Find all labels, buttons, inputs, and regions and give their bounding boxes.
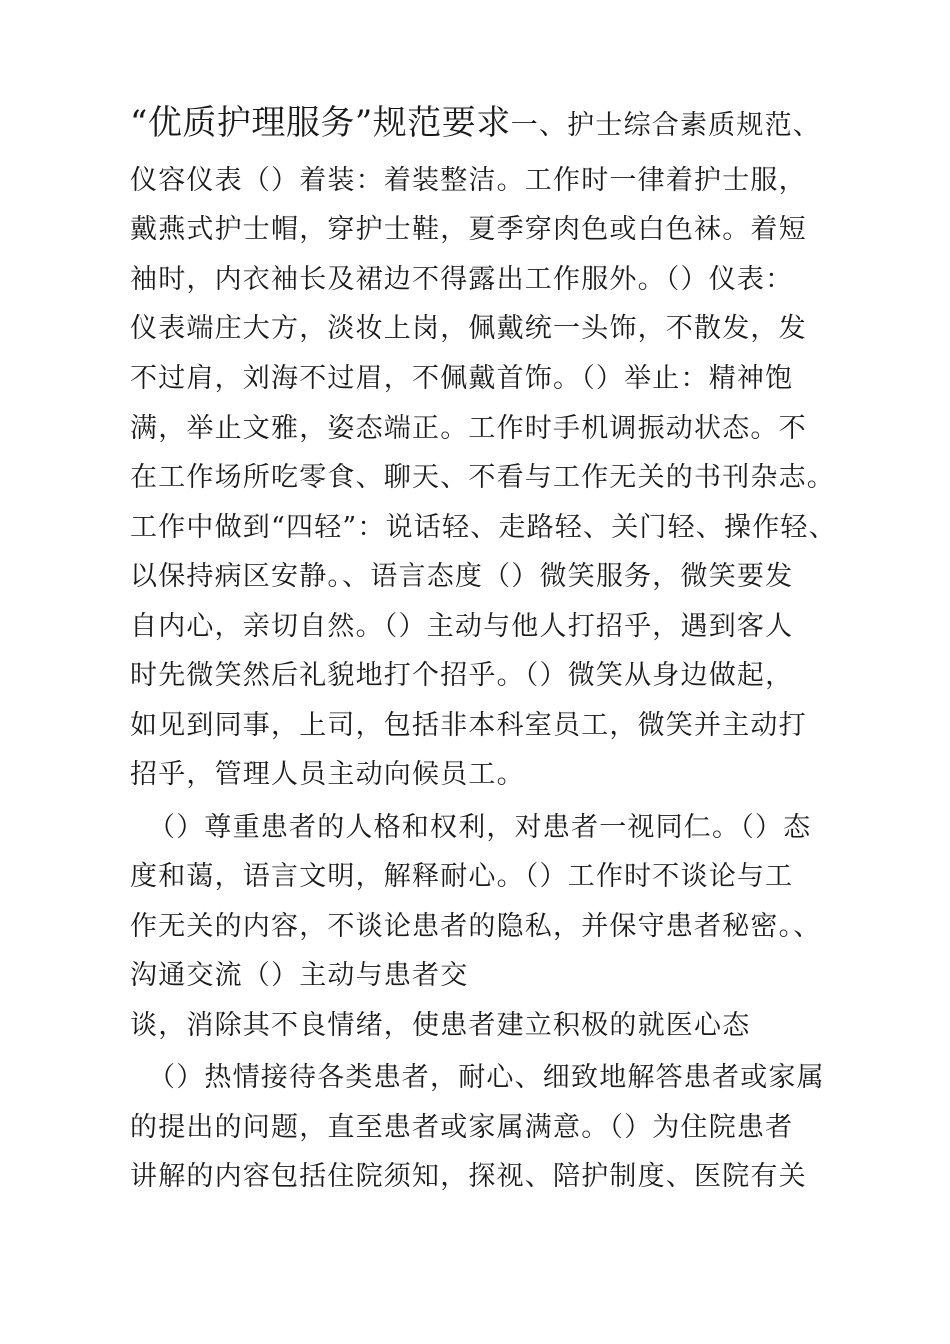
document-line: 招乎，管理人员主动向候员工。: [130, 759, 525, 790]
document-line-1: [130, 103, 821, 143]
section-heading: 一、护士综合素质规范、: [510, 110, 821, 141]
document-line: 袖时，内衣袖长及裙边不得露出工作服外。（）仪表：: [130, 264, 794, 295]
document-line: 戴燕式护士帽，穿护士鞋，夏季穿肉色或白色袜。着短: [130, 214, 807, 245]
document-line: 的提出的问题，直至患者或家属满意。（）为住院患者: [130, 1112, 794, 1143]
document-line: 作无关的内容，不谈论患者的隐私，并保守患者秘密。、: [130, 911, 822, 942]
document-line: 时先微笑然后礼貌地打个招乎。（）微笑从身边做起，: [130, 660, 794, 691]
document-title: “优质护理服务”规范要求: [130, 103, 511, 143]
document-line: 讲解的内容包括住院须知，探视、陪护制度、医院有关: [130, 1161, 807, 1192]
document-line: 仪表端庄大方，淡妆上岗，佩戴统一头饰，不散发，发: [130, 313, 807, 344]
document-line: 如见到同事，上司，包括非本科室员工，微笑并主动打: [130, 710, 807, 741]
document-line: 谈，消除其不良情绪，使患者建立积极的就医心态: [130, 1010, 751, 1041]
document-line: （）热情接待各类患者，耐心、细致地解答患者或家属: [148, 1062, 825, 1093]
document-line: （）尊重患者的人格和权利，对患者一视同仁。（）态: [148, 812, 812, 843]
document-line: 沟通交流（）主动与患者交: [130, 960, 469, 991]
document-line: 不过肩，刘海不过眉，不佩戴首饰。（）举止：精神饱: [130, 363, 794, 394]
document-line: 自内心，亲切自然。（）主动与他人打招乎，遇到客人: [130, 611, 794, 642]
document-line: 工作中做到“四轻”：说话轻、走路轻、关门轻、操作轻、: [130, 512, 837, 543]
document-line: 仪容仪表（）着装：着装整洁。工作时一律着护士服，: [130, 165, 807, 196]
document-line: 满，举止文雅，姿态端正。工作时手机调振动状态。不: [130, 413, 807, 444]
document-line: 度和蔼，语言文明，解释耐心。（）工作时不谈论与工: [130, 861, 794, 892]
document-line: 在工作场所吃零食、聊天、不看与工作无关的书刊杂志。: [130, 462, 835, 493]
document-line: 以保持病区安静。、语言态度（）微笑服务，微笑要发: [130, 561, 794, 592]
